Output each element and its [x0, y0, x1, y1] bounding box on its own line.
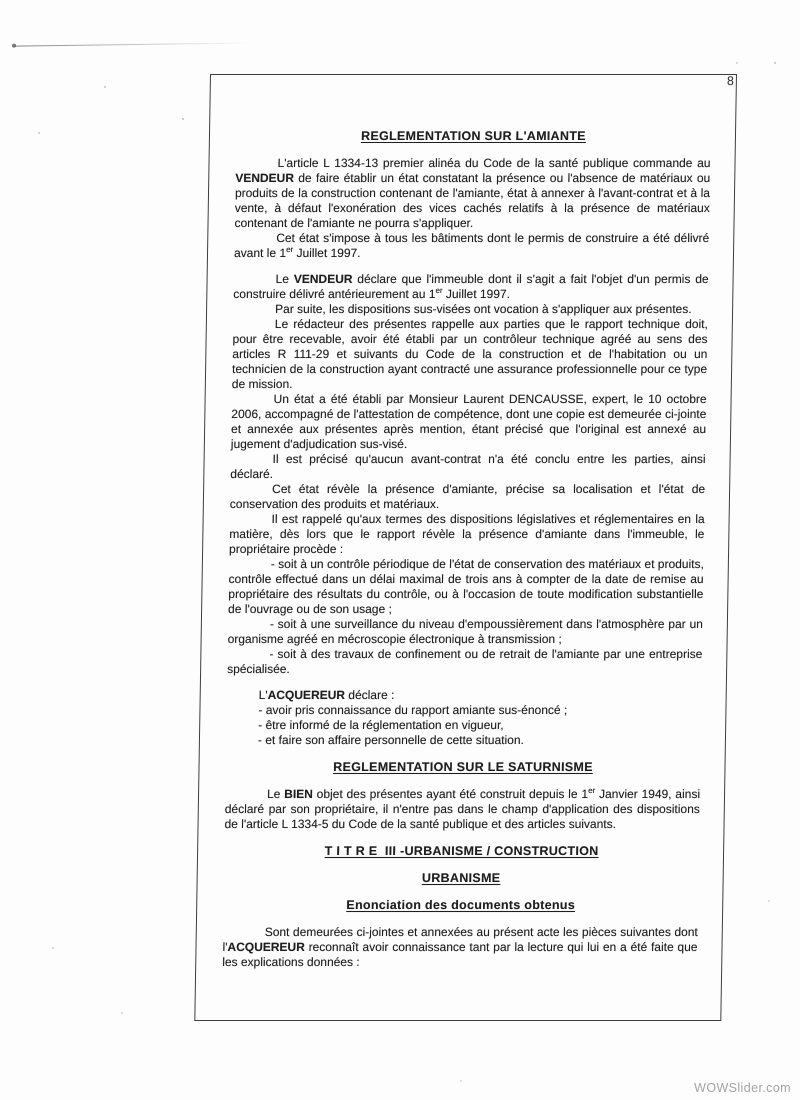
text-run: T I T R E III -URBANISME / CONSTRUCTION [324, 844, 599, 858]
bold-run: BIEN [284, 787, 314, 801]
paragraph-gap [234, 261, 709, 272]
scan-specks [0, 0, 2, 2]
text-run: Sont demeurées ci-jointes et annexées au présent acte les pièces suivantes dont l' [222, 925, 698, 954]
text-run: - avoir pris connaissance du rapport amiante sus-énoncé ; [258, 703, 568, 717]
section-heading [224, 844, 699, 859]
text-run: Le [275, 272, 294, 286]
text-run: REGLEMENTATION SUR L'AMIANTE [360, 129, 586, 143]
text-run: Juillet 1997. [442, 287, 511, 301]
text-run: Cet état révèle la présence d'amiante, précise sa localisation et l'état de conservation des produits et matériaux. [229, 482, 706, 511]
text-run: Il est rappelé qu'aux termes des dispositions législatives et réglementaires en la matière, dès lors que le rapport révèle la présence d'amiante dans l'immeuble, le propriétaire procède : [229, 512, 705, 556]
paragraph [231, 392, 707, 452]
paragraph [258, 733, 701, 748]
text-run: - soit à une surveillance du niveau d'empoussièrement dans l'atmosphère par un organisme agréé en mécroscopie électronique à transmission ; [227, 617, 703, 646]
text-run: - soit à des travaux de confinement ou de retrait de l'amiante par une entreprise spécialisée. [227, 647, 703, 676]
bold-run: VENDEUR [293, 272, 353, 286]
paragraph [227, 617, 702, 647]
document-body [222, 129, 711, 970]
paragraph [234, 156, 710, 231]
paragraph [229, 512, 705, 557]
text-run: - être informé de la réglementation en vigueur, [258, 718, 504, 732]
bold-run: ACQUEREUR [267, 688, 346, 702]
superscript-run: er [588, 786, 596, 795]
text-run: déclare que l'immeuble dont il s'agit a fait l'objet d'un permis de construire délivré antérieurement au 1 [233, 272, 709, 301]
paragraph [227, 647, 702, 677]
text-run: Le [266, 787, 285, 801]
page-number: 8 [726, 74, 734, 88]
paragraph [258, 718, 701, 733]
text-run: - soit à un contrôle périodique de l'état de conservation des matériaux et produits, contrôle effectué dans un délai maximal de trois ans à compter de la date de remise au propriétaire des résultats du contrôle, ou à l'occasion de toute modification substantielle de l'ouvrage ou de son usage ; [228, 557, 704, 616]
paragraph [222, 925, 698, 970]
paragraph [232, 317, 708, 392]
text-run: Juillet 1997. [293, 246, 361, 260]
section-heading [236, 129, 711, 144]
text-run: objet des présentes ayant été construit depuis le 1 [312, 787, 589, 801]
text-run: Janvier 1949, ainsi déclaré par son propriétaire, il n'entre pas dans le champ d'application des dispositions de l'article L 1334-5 du Code de la santé publique et des articles suivants. [224, 787, 701, 831]
paragraph-gap [227, 677, 702, 688]
section-heading [225, 760, 700, 775]
paragraph [234, 231, 709, 261]
paragraph [259, 688, 702, 703]
text-run: Il est précisé qu'aucun avant-contrat n'a été conclu entre les parties, ainsi déclaré. [230, 452, 706, 481]
paragraph [233, 302, 708, 317]
watermark-link[interactable]: WOWSlider.com [694, 1081, 791, 1095]
text-run: Enonciation des documents obtenus [346, 898, 576, 912]
text-run: reconnaît avoir connaissance tant par la lecture qui lui en a été faite que les explications données : [222, 940, 698, 969]
section-heading [223, 898, 698, 913]
paragraph [233, 272, 708, 302]
superscript-run: er [435, 286, 443, 295]
bold-run: ACQUEREUR [227, 940, 305, 954]
section-heading [224, 871, 699, 886]
paragraph [258, 703, 701, 718]
text-run: REGLEMENTATION SUR LE SATURNISME [333, 760, 593, 774]
text-run: URBANISME [421, 871, 501, 885]
text-run: Par suite, les dispositions sus-visées ont vocation à s'appliquer aux présentes. [274, 302, 692, 316]
scan-artifact-line [14, 42, 252, 46]
document-page-frame [194, 74, 737, 1021]
text-run: de faire établir un état constatant la présence ou l'absence de matériaux ou produits de la construction contenant de l'amiante, état à annexer à l'avant-contrat et à la vente, à défaut l'exonération des vices cachés relatifs à la présence de matériaux contenant de l'amiante ne pourra s'appliquer. [234, 171, 711, 230]
text-run: Le rédacteur des présentes rappelle aux parties que le rapport technique doit, pour être recevable, avoir été établi par un contrôleur technique agréé au sens des articles R 111-29 et suivants du Code de la construction et de l'habitation ou un technicien de la construction ayant contracté une assurance professionnelle pour ce type de mission. [231, 317, 708, 391]
text-run: L' [258, 688, 268, 702]
paragraph [230, 482, 705, 512]
text-run: L'article L 1334-13 premier alinéa du Code de la santé publique commande au [277, 156, 711, 170]
bold-run: VENDEUR [235, 171, 295, 185]
superscript-run: er [286, 245, 294, 254]
paragraph [228, 557, 704, 617]
text-run: Cet état s'impose à tous les bâtiments dont le permis de construire a été délivré avant le 1 [233, 231, 710, 260]
text-run: Un état a été établi par Monsieur Laurent DENCAUSSE, expert, le 10 octobre 2006, accompagné de l'attestation de compétence, dont une copie est demeurée ci-jointe et annexée aux présentes après mention, étant précisé que l'original est annexé au jugement d'adjudication sus-visé. [230, 392, 707, 451]
text-run: déclare : [344, 688, 395, 702]
paragraph [224, 787, 700, 832]
text-run: - et faire son affaire personnelle de cette situation. [257, 733, 525, 747]
paragraph [230, 452, 705, 482]
